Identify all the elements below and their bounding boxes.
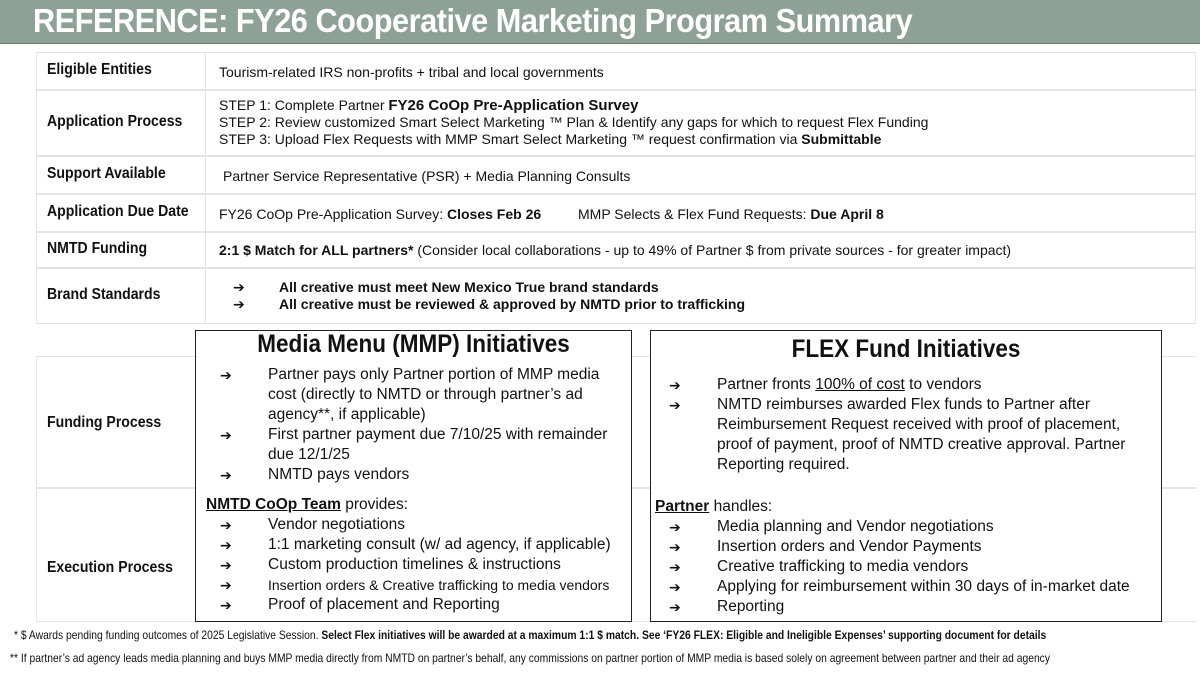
list-item: ➔ All creative must meet New Mexico True brand standards bbox=[233, 279, 659, 295]
arrow-icon: ➔ bbox=[233, 296, 245, 312]
arrow-icon: ➔ bbox=[669, 559, 681, 575]
arrow-icon: ➔ bbox=[233, 279, 245, 295]
list-item: ➔ Proof of placement and Reporting bbox=[220, 596, 500, 613]
row-eligible-entities bbox=[36, 52, 1196, 90]
column-divider bbox=[205, 269, 206, 323]
mmp-due: MMP Selects & Flex Fund Requests: Due April 8 bbox=[578, 206, 884, 222]
list-item: ➔ NMTD reimburses awarded Flex funds to Partner after Reimbursement Request received with proof of placement, proof of payment, proof of NMTD creative approval. Partner Reporting required. bbox=[669, 396, 1126, 473]
media-menu-funding-list bbox=[220, 365, 630, 485]
arrow-icon: ➔ bbox=[220, 597, 232, 613]
column-divider bbox=[205, 53, 206, 89]
list-item: ➔ Custom production timelines & instructions bbox=[220, 556, 561, 573]
row-label: Funding Process bbox=[47, 414, 162, 431]
arrow-icon: ➔ bbox=[220, 467, 232, 483]
arrow-icon: ➔ bbox=[669, 519, 681, 535]
application-steps bbox=[219, 97, 928, 148]
row-brand-standards bbox=[36, 268, 1196, 324]
survey-due: FY26 CoOp Pre-Application Survey: Closes Feb 26 bbox=[219, 206, 542, 222]
brand-list bbox=[233, 279, 745, 313]
row-application-due-date bbox=[36, 194, 1196, 232]
row-nmtd-funding bbox=[36, 232, 1196, 268]
row-support-available bbox=[36, 156, 1196, 194]
arrow-icon: ➔ bbox=[669, 599, 681, 615]
arrow-icon: ➔ bbox=[220, 517, 232, 533]
step-3: STEP 3: Upload Flex Requests with MMP Smart Select Marketing ™ request confirmation via Submittable bbox=[219, 131, 882, 147]
list-item: ➔ Reporting bbox=[669, 598, 785, 615]
arrow-icon: ➔ bbox=[669, 539, 681, 555]
media-menu-box bbox=[195, 330, 632, 622]
list-item: ➔ Applying for reimbursement within 30 days of in-market date bbox=[669, 578, 1130, 595]
row-value: Tourism-related IRS non-profits + tribal and local governments bbox=[219, 64, 604, 80]
list-item: ➔ Partner pays only Partner portion of MMP media cost (directly to NMTD or through partner’s ad agency**, if applicable) bbox=[220, 366, 600, 423]
title-bar bbox=[0, 0, 1200, 44]
row-label: NMTD Funding bbox=[47, 240, 148, 257]
exec-intro: NMTD CoOp Team provides: bbox=[206, 496, 409, 513]
row-value: Partner Service Representative (PSR) + Media Planning Consults bbox=[223, 168, 631, 184]
row-label: Support Available bbox=[47, 165, 166, 182]
footnote-1: * $ Awards pending funding outcomes of 2025 Legislative Session. Select Flex initiatives will be awarded at a maximum 1:1 $ match. See ‘FY26 FLEX: Eligible and Ineligible Expenses’ supporting document for details bbox=[14, 628, 1047, 642]
column-divider bbox=[205, 233, 206, 267]
media-menu-title: Media Menu (MMP) Initiatives bbox=[257, 330, 570, 358]
list-item: ➔ Insertion orders & Creative trafficking to media vendors bbox=[220, 577, 610, 593]
list-item: ➔ NMTD pays vendors bbox=[220, 466, 410, 483]
column-divider bbox=[205, 195, 206, 231]
list-item: ➔ First partner payment due 7/10/25 with remainder due 12/1/25 bbox=[220, 426, 608, 463]
list-item: ➔ Insertion orders and Vendor Payments bbox=[669, 538, 982, 555]
exec-intro: Partner handles: bbox=[655, 498, 773, 515]
row-label: Brand Standards bbox=[47, 286, 161, 303]
arrow-icon: ➔ bbox=[220, 367, 232, 383]
media-menu-exec-list bbox=[206, 495, 631, 615]
column-divider bbox=[205, 157, 206, 193]
list-item: ➔ All creative must be reviewed & approved by NMTD prior to trafficking bbox=[233, 296, 745, 312]
list-item: ➔ 1:1 marketing consult (w/ ad agency, if applicable) bbox=[220, 536, 611, 553]
arrow-icon: ➔ bbox=[220, 427, 232, 443]
row-application-process bbox=[36, 90, 1196, 156]
arrow-icon: ➔ bbox=[669, 579, 681, 595]
row-value: 2:1 $ Match for ALL partners* (Consider local collaborations - up to 49% of Partner $ from private sources - for greater impact) bbox=[219, 242, 1012, 258]
flex-funding-list bbox=[669, 375, 1159, 475]
page-title: REFERENCE: FY26 Cooperative Marketing Program Summary bbox=[33, 2, 913, 39]
row-label: Execution Process bbox=[47, 559, 173, 576]
arrow-icon: ➔ bbox=[220, 557, 232, 573]
row-label: Eligible Entities bbox=[47, 61, 152, 78]
arrow-icon: ➔ bbox=[669, 397, 681, 413]
row-label: Application Due Date bbox=[47, 203, 189, 220]
footnote-2: ** If partner’s ad agency leads media planning and buys MMP media directly from NMTD on partner’s behalf, any commissions on partner portion of MMP media is based solely on agreement between partner and their ad agency bbox=[10, 651, 1051, 665]
flex-title: FLEX Fund Initiatives bbox=[791, 335, 1021, 363]
arrow-icon: ➔ bbox=[220, 577, 232, 593]
list-item: ➔ Creative trafficking to media vendors bbox=[669, 558, 969, 575]
list-item: ➔ Vendor negotiations bbox=[220, 516, 406, 533]
arrow-icon: ➔ bbox=[669, 377, 681, 393]
column-divider bbox=[205, 91, 206, 155]
arrow-icon: ➔ bbox=[220, 537, 232, 553]
flex-exec-list bbox=[655, 497, 1160, 617]
flex-fund-box bbox=[650, 330, 1162, 622]
list-item: ➔ Partner fronts 100% of cost to vendors bbox=[669, 376, 982, 393]
row-label: Application Process bbox=[47, 113, 183, 130]
step-1: STEP 1: Complete Partner FY26 CoOp Pre-Application Survey bbox=[219, 97, 639, 114]
step-2: STEP 2: Review customized Smart Select Marketing ™ Plan & Identify any gaps for which to request Flex Funding bbox=[219, 114, 929, 130]
list-item: ➔ Media planning and Vendor negotiations bbox=[669, 518, 994, 535]
